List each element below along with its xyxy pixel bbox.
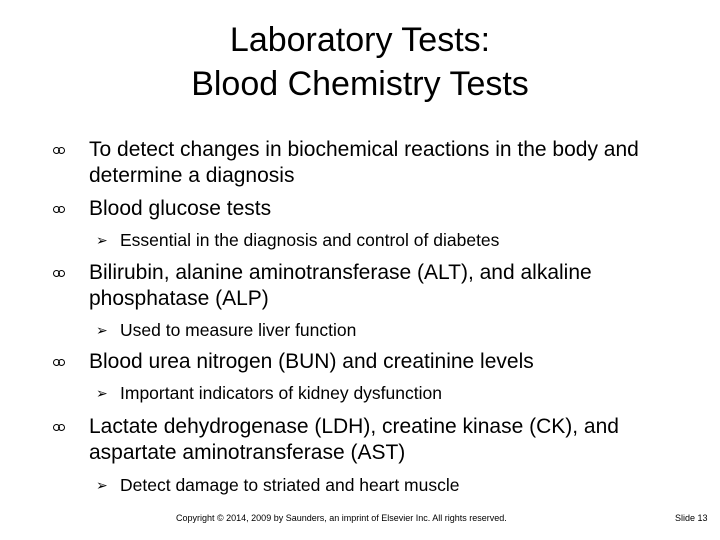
bullet-text: Blood urea nitrogen (BUN) and creatinine levels	[89, 350, 534, 373]
infinity-bullet-icon	[54, 145, 64, 155]
bullet-text: Blood glucose tests	[89, 197, 272, 220]
sub-bullet-text: Detect damage to striated and heart muscle	[120, 475, 460, 495]
bullet-text: Lactate dehydrogenase (LDH), creatine kinase (CK), and aspartate aminotransferase (AST)	[89, 415, 619, 464]
bullet-text: To detect changes in biochemical reactions in the body and determine a diagnosis	[89, 138, 639, 187]
infinity-bullet-icon	[54, 422, 64, 432]
infinity-bullet-icon	[54, 204, 64, 214]
infinity-bullet-icon	[54, 268, 64, 278]
slide-title-line-1: Laboratory Tests:	[229, 21, 491, 59]
bullet-text: Bilirubin, alanine aminotransferase (ALT), and alkaline phosphatase (ALP)	[89, 261, 592, 310]
sub-bullet-text: Essential in the diagnosis and control of diabetes	[120, 230, 500, 250]
arrow-bullet-icon: ➢	[96, 322, 108, 338]
sub-bullet-text: Important indicators of kidney dysfunction	[120, 383, 442, 403]
infinity-bullet-icon	[54, 357, 64, 367]
sub-bullet-text: Used to measure liver function	[120, 320, 357, 340]
arrow-bullet-icon: ➢	[96, 385, 108, 401]
arrow-bullet-icon: ➢	[96, 477, 108, 493]
slide-title-line-2: Blood Chemistry Tests	[191, 65, 529, 103]
slide-number: Slide 13	[675, 513, 708, 523]
arrow-bullet-icon: ➢	[96, 232, 108, 248]
copyright-notice: Copyright © 2014, 2009 by Saunders, an imprint of Elsevier Inc. All rights reserved.	[176, 513, 507, 523]
